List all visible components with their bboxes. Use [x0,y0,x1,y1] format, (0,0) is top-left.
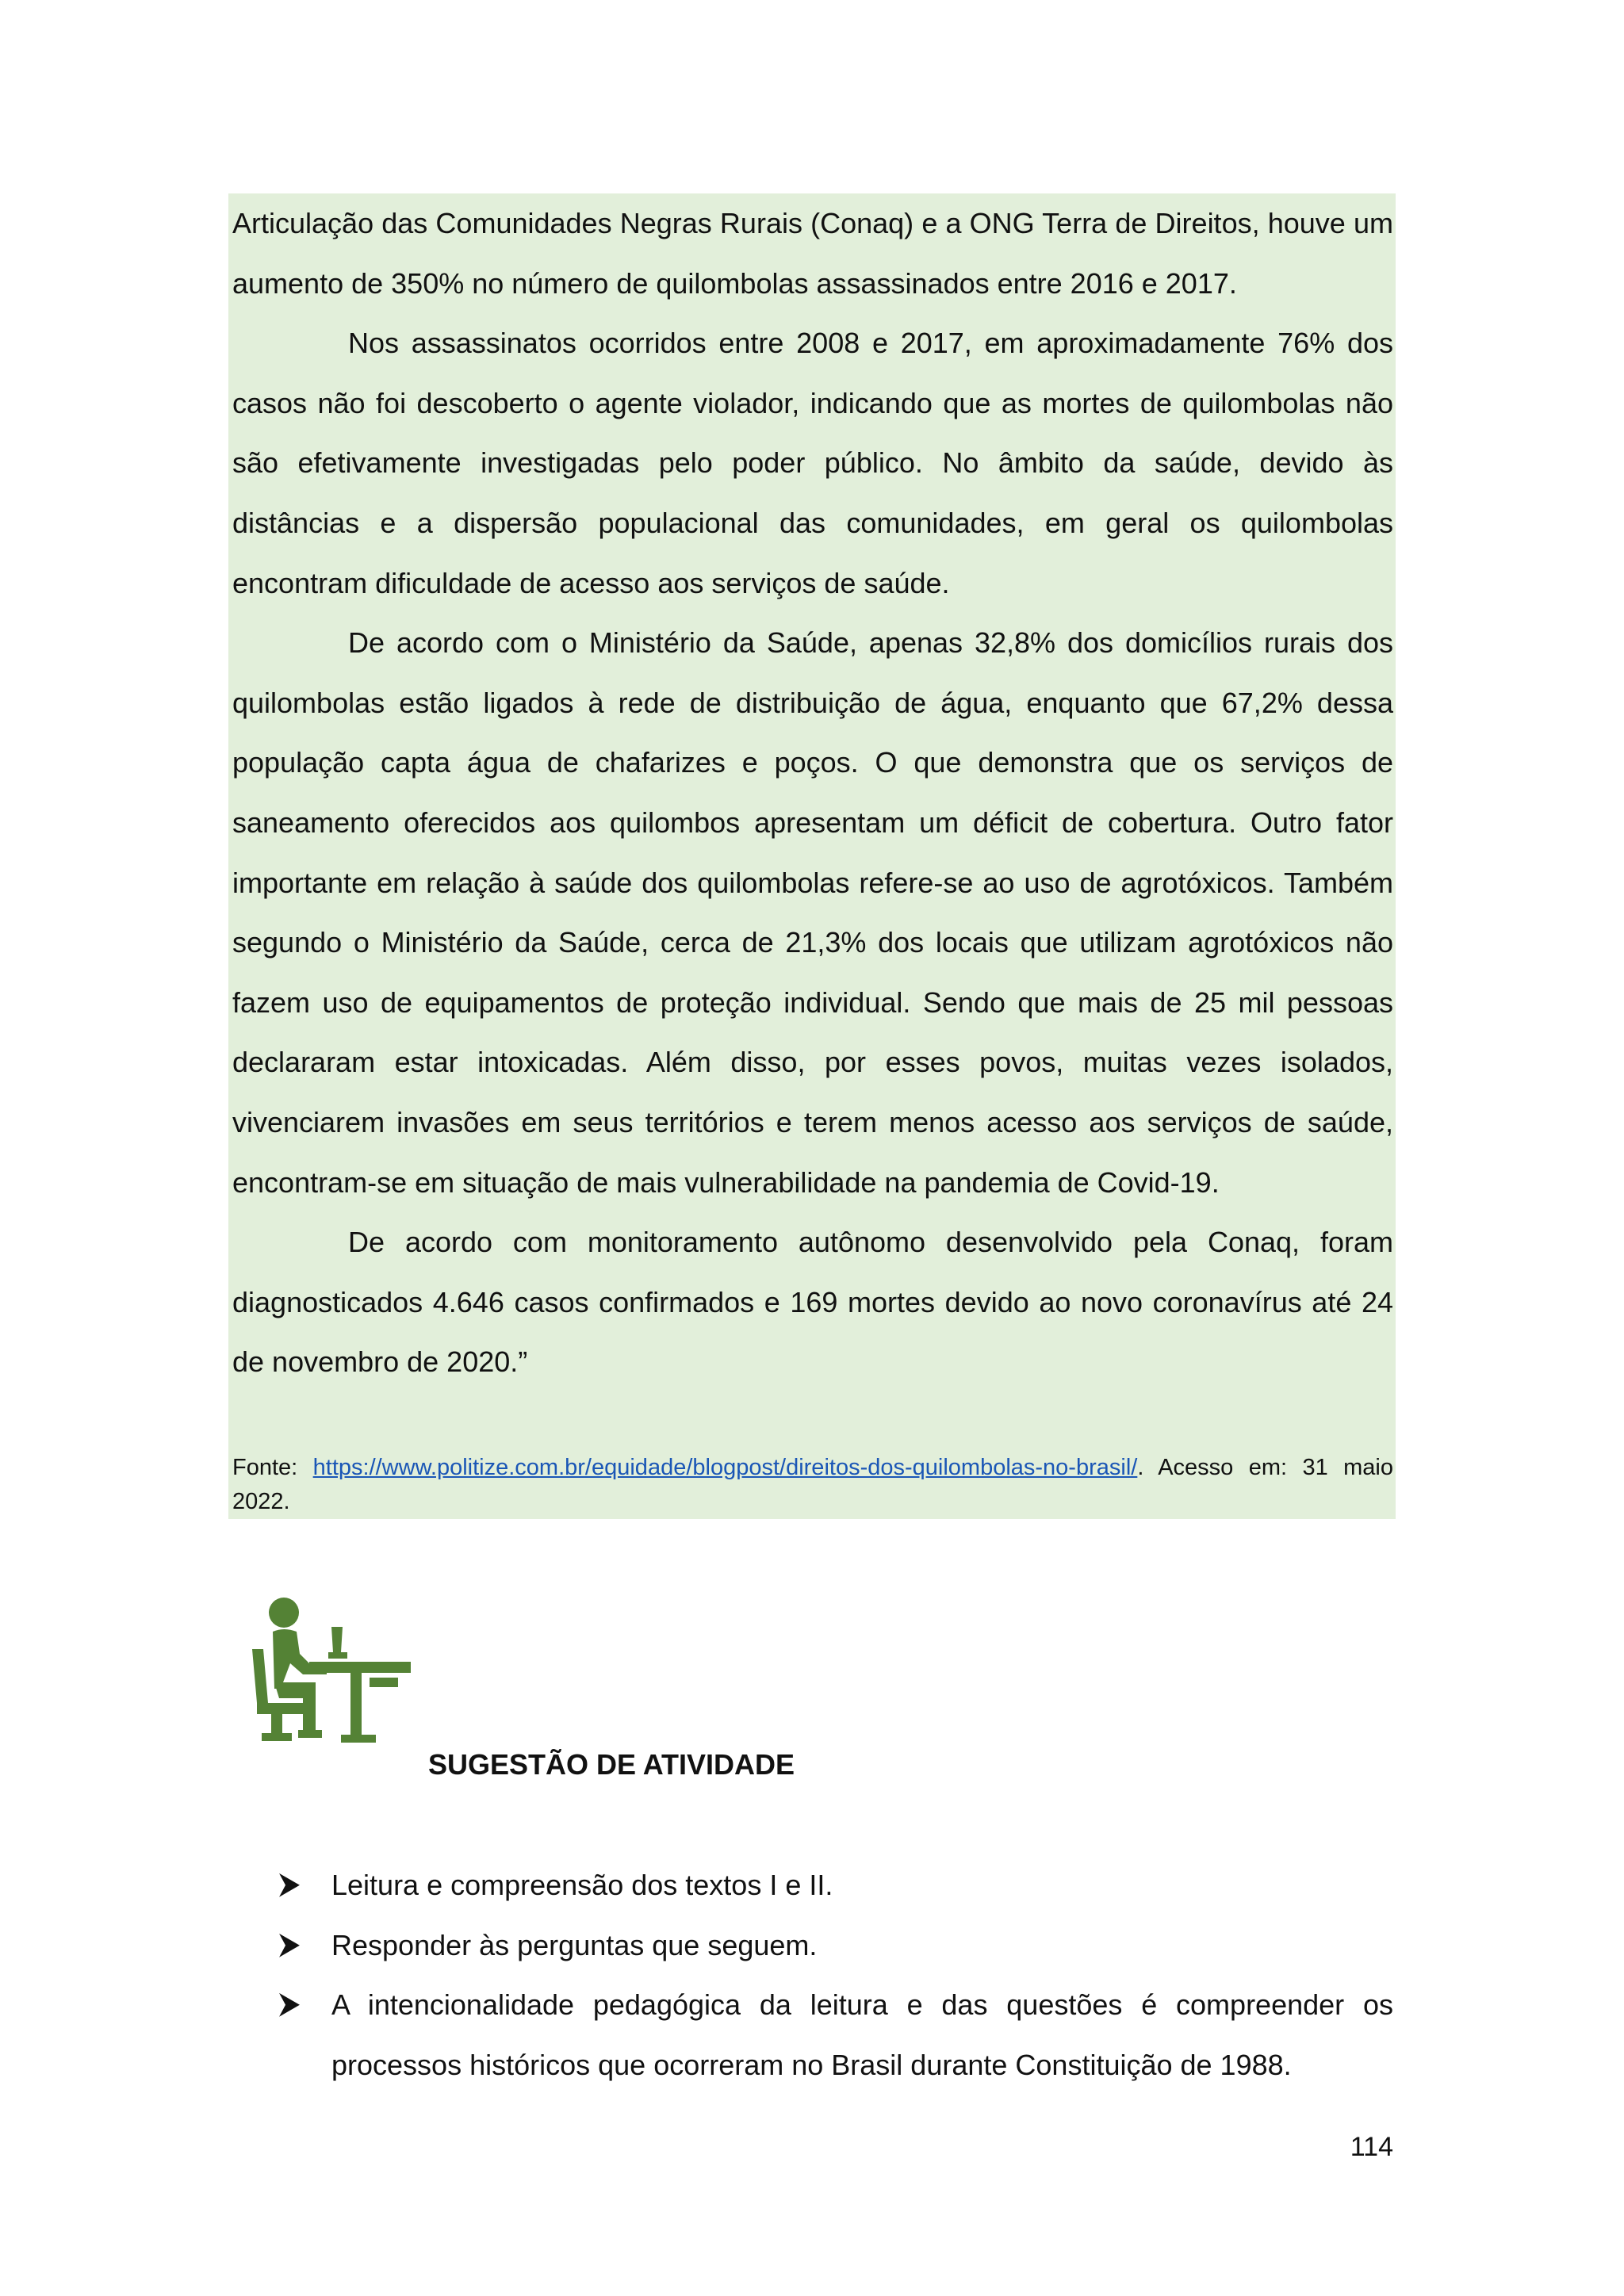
activity-title: SUGESTÃO DE ATIVIDADE [428,1748,795,1781]
list-item-text: Leitura e compreensão dos textos I e II. [331,1869,833,1901]
list-item-text: A intencionalidade pedagógica da leitura e das questões é compreender os processos históricos que ocorreram no Brasil durante Constituição de 1988. [331,1988,1393,2081]
quote-paragraph: De acordo com monitoramento autônomo desenvolvido pela Conaq, foram diagnosticados 4.646 casos confirmados e 169 mortes devido ao novo coronavírus até 24 de novembro de 2020.” [232,1226,1393,1379]
list-item [278,1915,1393,1976]
source-prefix: Fonte: [232,1455,313,1480]
list-item [278,1975,1393,2095]
person-at-desk-icon [251,1595,414,1751]
quote-paragraph: De acordo com o Ministério da Saúde, apenas 32,8% dos domicílios rurais dos quilombolas estão ligados à rede de distribuição de água, enquanto que 67,2% dessa população capta água de chafarizes e poços. O que demonstra que os serviços de saneamento oferecidos aos quilombos apresentam um déficit de cobertura. Outro fator importante em relação à saúde dos quilombolas refere-se ao uso de agrotóxicos. Também segundo o Ministério da Saúde, cerca de 21,3% dos locais que utilizam agrotóxicos não fazem uso de equipamentos de proteção individual. Sendo que mais de 25 mil pessoas declararam estar intoxicadas. Além disso, por esses povos, muitas vezes isolados, vivenciarem invasões em seus territórios e terem menos acesso aos serviços de saúde, encontram-se em situação de mais vulnerabilidade na pandemia de Covid-19. [232,626,1393,1199]
arrow-bullet-icon [278,1855,301,1915]
list-item-text: Responder às perguntas que seguem. [331,1928,818,1961]
arrow-bullet-icon [278,1975,301,2035]
source-link[interactable]: https://www.politize.com.br/equidade/blogpost/direitos-dos-quilombolas-no-brasil/ [312,1455,1138,1480]
quote-paragraph: Articulação das Comunidades Negras Rurais (Conaq) e a ONG Terra de Direitos, houve um aumento de 350% no número de quilombolas assassinados entre 2016 e 2017. [232,207,1393,300]
quote-text [232,193,1393,1392]
arrow-bullet-icon [278,1915,301,1976]
source-suffix: . Acesso em: 31 maio 2022. [232,1455,1393,1514]
quote-paragraph: Nos assassinatos ocorridos entre 2008 e 2017, em aproximadamente 76% dos casos não foi descoberto o agente violador, indicando que as mortes de quilombolas não são efetivamente investigadas pelo poder público. No âmbito da saúde, devido às distâncias e a dispersão populacional das comunidades, em geral os quilombolas encontram dificuldade de acesso aos serviços de saúde. [232,327,1393,599]
activity-list [278,1855,1393,2095]
page-number: 114 [1350,2132,1393,2162]
source-citation [232,1451,1393,1519]
list-item [278,1855,1393,1915]
